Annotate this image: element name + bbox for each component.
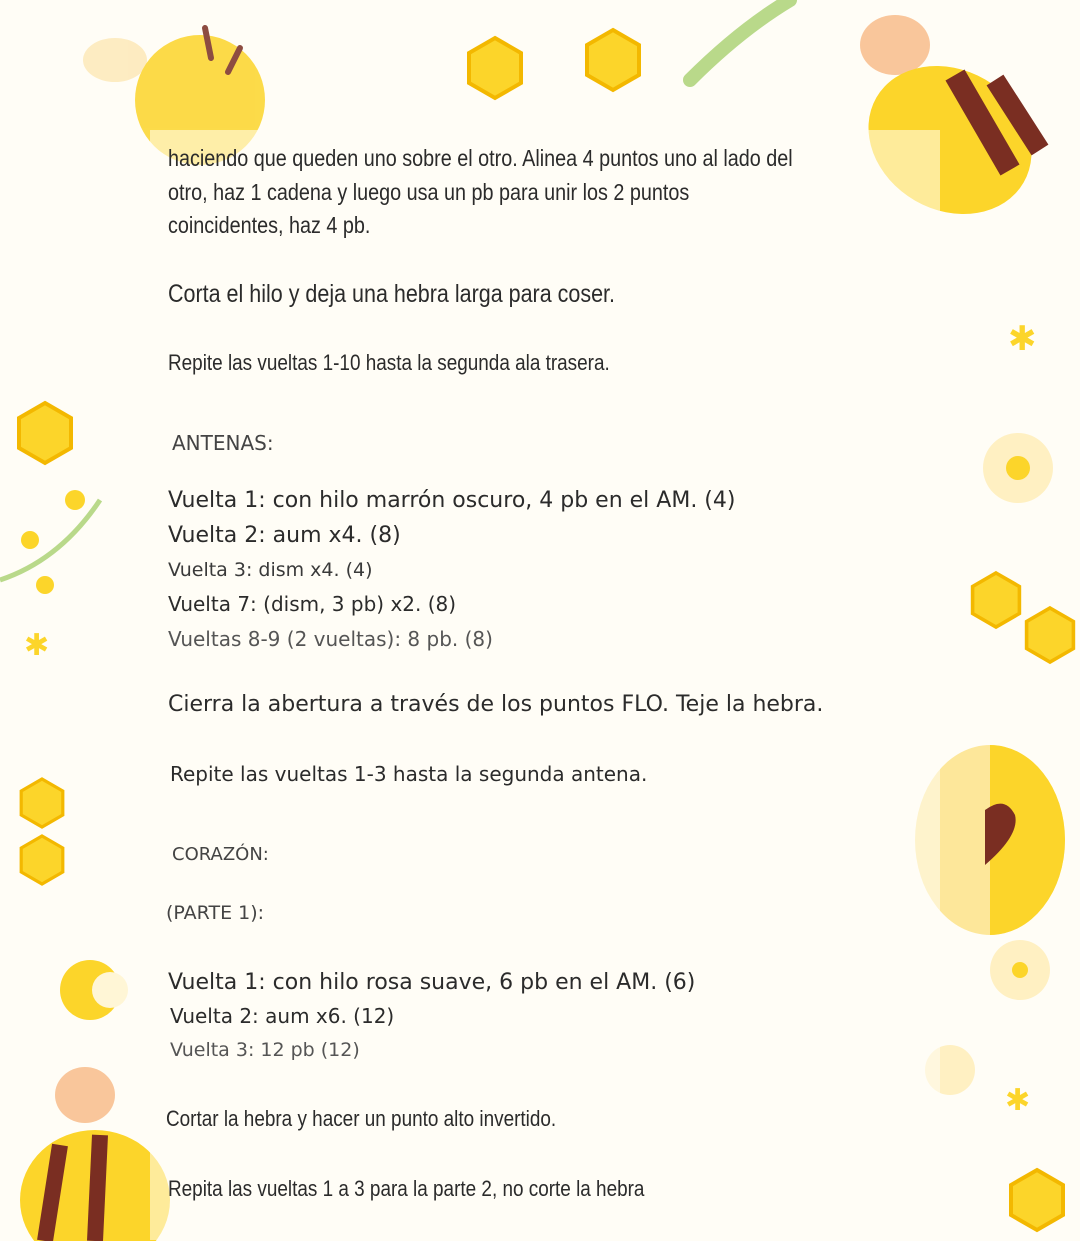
repeat-wing-text: Repite las vueltas 1-10 hasta la segunda ala trasera. xyxy=(168,350,610,375)
antennae-round: Vuelta 3: dism x4. (4) xyxy=(168,559,373,581)
honeycomb-icon xyxy=(469,38,521,98)
heart-cut-text: Cortar la hebra y hacer un punto alto invertido. xyxy=(166,1106,557,1131)
heart-round: Vuelta 1: con hilo rosa suave, 6 pb en el AM. (6) xyxy=(168,970,696,995)
antennae-repeat-text: Repite las vueltas 1-3 hasta la segunda antena. xyxy=(170,762,648,786)
svg-text:✱: ✱ xyxy=(1005,1083,1031,1118)
antennae-round: Vuelta 1: con hilo marrón oscuro, 4 pb en el AM. (4) xyxy=(168,488,736,513)
antennae-round: Vuelta 7: (dism, 3 pb) x2. (8) xyxy=(168,592,457,616)
heart-round: Vuelta 3: 12 pb (12) xyxy=(170,1039,360,1061)
heart-repeat-text: Repita las vueltas 1 a 3 para la parte 2, no corte la hebra xyxy=(168,1176,645,1201)
svg-text:✱: ✱ xyxy=(24,628,50,663)
paragraph-line: coincidentes, haz 4 pb. xyxy=(168,212,371,238)
cut-thread-text: Corta el hilo y deja una hebra larga para coser. xyxy=(168,280,615,308)
antennae-round: Vueltas 8-9 (2 vueltas): 8 pb. (8) xyxy=(168,627,493,651)
heart-round: Vuelta 2: aum x6. (12) xyxy=(170,1004,395,1028)
paragraph-line: otro, haz 1 cadena y luego usa un pb para unir los 2 puntos xyxy=(168,179,690,205)
antennae-heading: ANTENAS: xyxy=(172,431,274,455)
star-icon: ✱ xyxy=(1008,319,1037,359)
paragraph-line: haciendo que queden uno sobre el otro. Alinea 4 puntos uno al lado del xyxy=(168,145,793,171)
heart-part-label: (PARTE 1): xyxy=(166,902,265,924)
antennae-round: Vuelta 2: aum x4. (8) xyxy=(168,523,401,548)
heart-heading: CORAZÓN: xyxy=(172,844,269,865)
bee-icon xyxy=(20,1067,170,1241)
antennae-close-text: Cierra la abertura a través de los puntos FLO. Teje la hebra. xyxy=(168,692,824,717)
